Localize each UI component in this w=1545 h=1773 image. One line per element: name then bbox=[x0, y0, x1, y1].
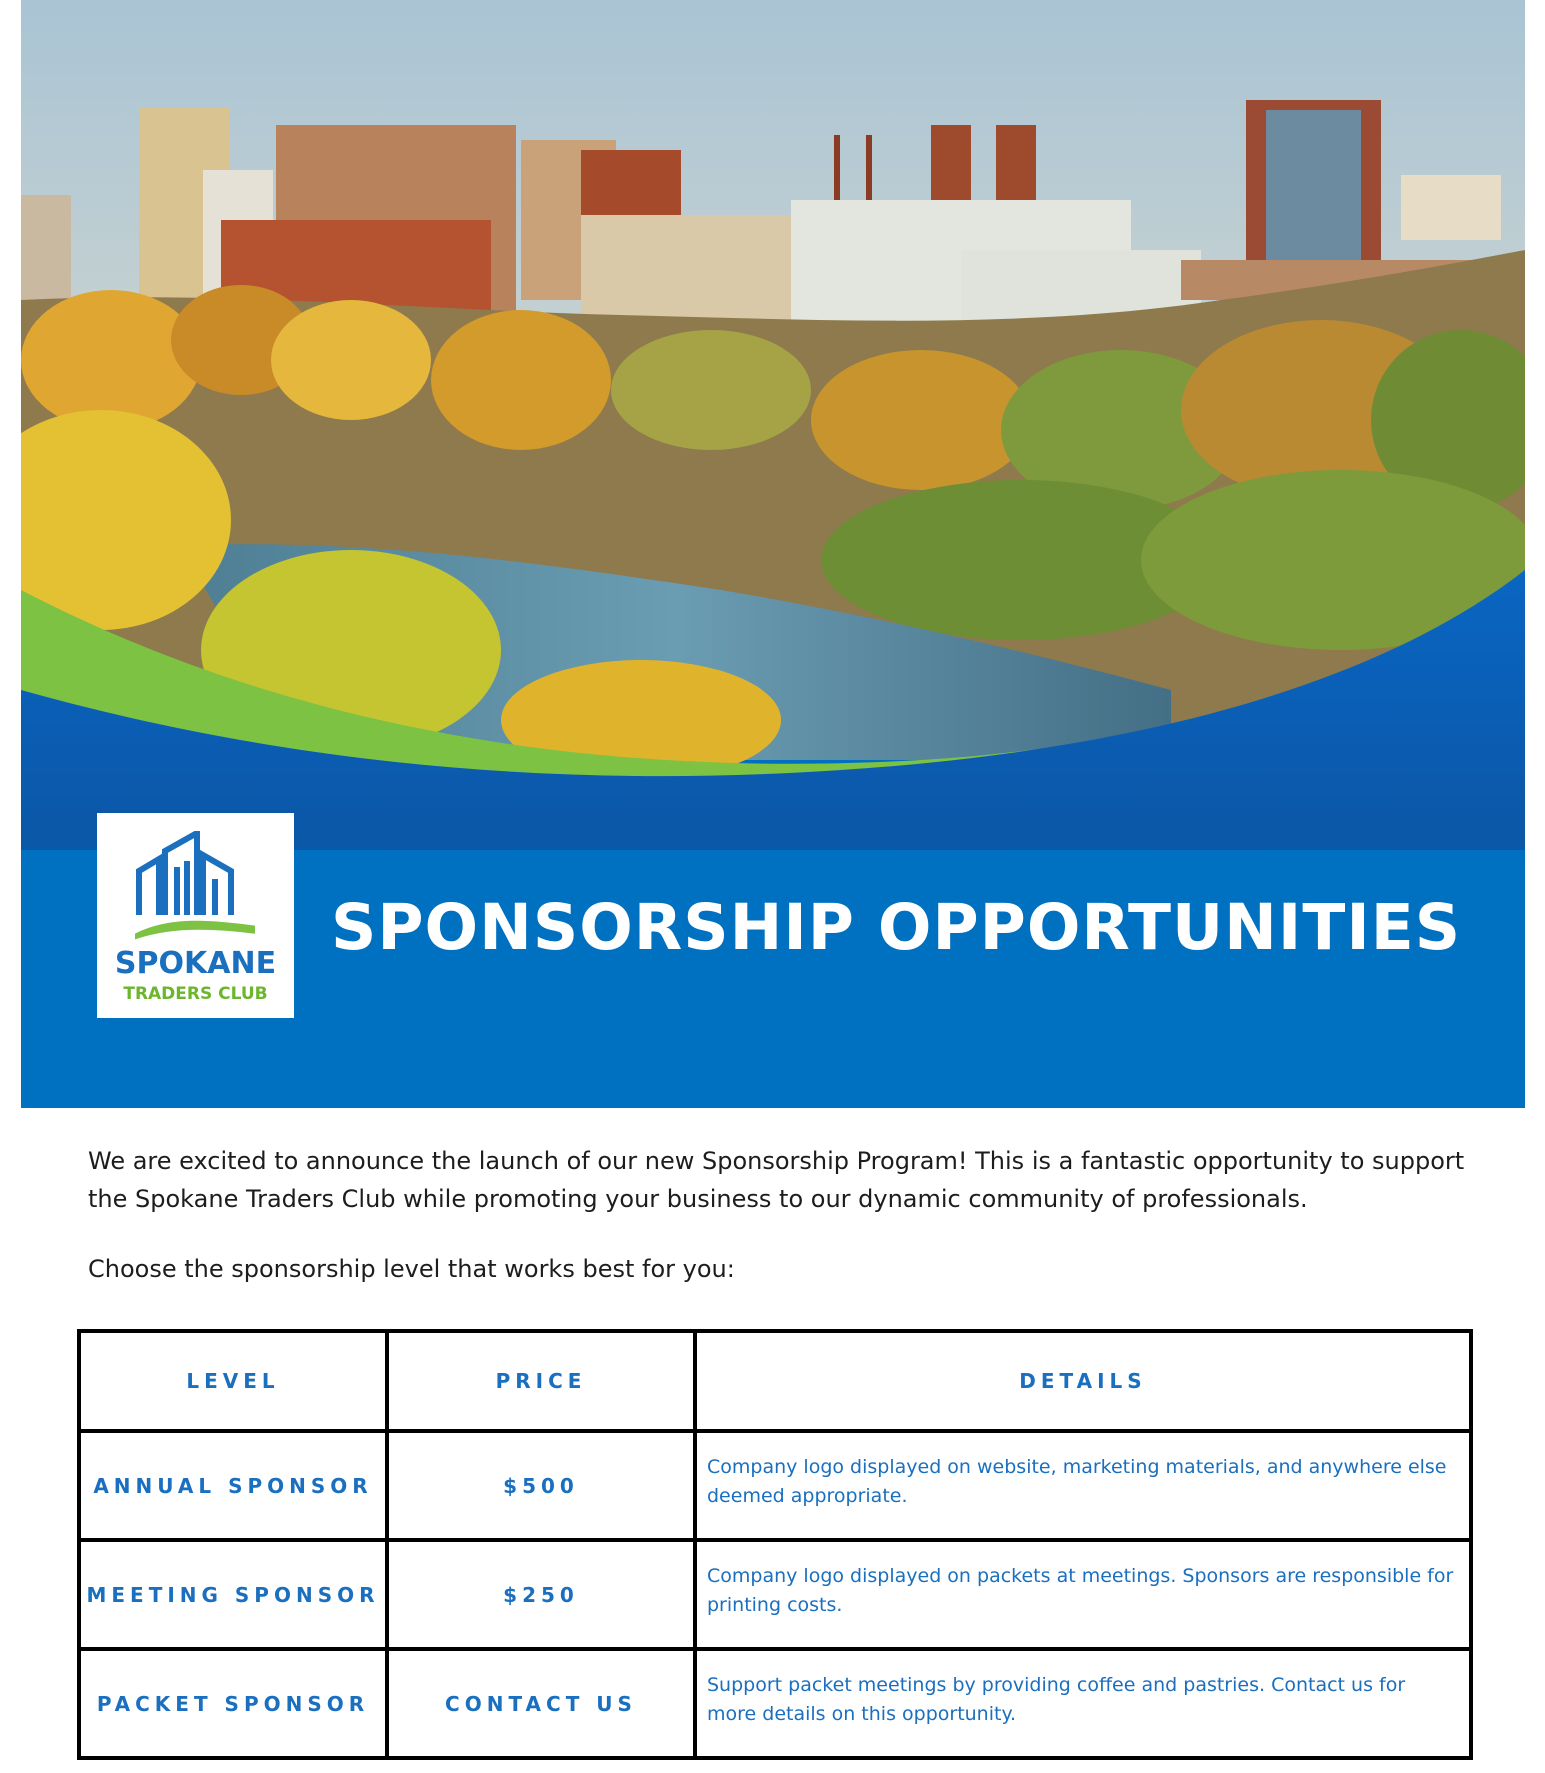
price-cell: $250 bbox=[387, 1540, 695, 1649]
logo-word-spokane: SPOKANE bbox=[114, 946, 277, 981]
table-row bbox=[79, 1540, 1471, 1649]
level-cell: ANNUAL SPONSOR bbox=[79, 1431, 387, 1540]
level-cell: PACKET SPONSOR bbox=[79, 1649, 387, 1758]
sponsorship-table bbox=[77, 1329, 1473, 1760]
details-cell: Support packet meetings by providing coffee and pastries. Contact us for more details on this opportunity. bbox=[695, 1649, 1471, 1758]
column-header-level: LEVEL bbox=[79, 1331, 387, 1431]
logo-word-traders-club: TRADERS CLUB bbox=[123, 984, 268, 1004]
table-row bbox=[79, 1431, 1471, 1540]
price-cell: $500 bbox=[387, 1431, 695, 1540]
details-cell: Company logo displayed on website, marketing materials, and anywhere else deemed appropriate. bbox=[695, 1431, 1471, 1540]
level-cell: MEETING SPONSOR bbox=[79, 1540, 387, 1649]
logo bbox=[97, 813, 294, 1018]
buildings-icon bbox=[135, 831, 255, 943]
price-cell: CONTACT US bbox=[387, 1649, 695, 1758]
column-header-details: DETAILS bbox=[695, 1331, 1471, 1431]
page-title: SPONSORSHIP OPPORTUNITIES bbox=[331, 891, 1462, 964]
header-banner bbox=[21, 0, 1525, 1108]
table-row bbox=[79, 1649, 1471, 1758]
details-cell: Company logo displayed on packets at meetings. Sponsors are responsible for printing costs. bbox=[695, 1540, 1471, 1649]
choose-level-text: Choose the sponsorship level that works best for you: bbox=[88, 1255, 735, 1283]
table-header-row bbox=[79, 1331, 1471, 1431]
intro-paragraph: We are excited to announce the launch of our new Sponsorship Program! This is a fantastic opportunity to support the Spokane Traders Club while promoting your business to our dynamic community of professionals. bbox=[88, 1147, 1465, 1213]
column-header-price: PRICE bbox=[387, 1331, 695, 1431]
